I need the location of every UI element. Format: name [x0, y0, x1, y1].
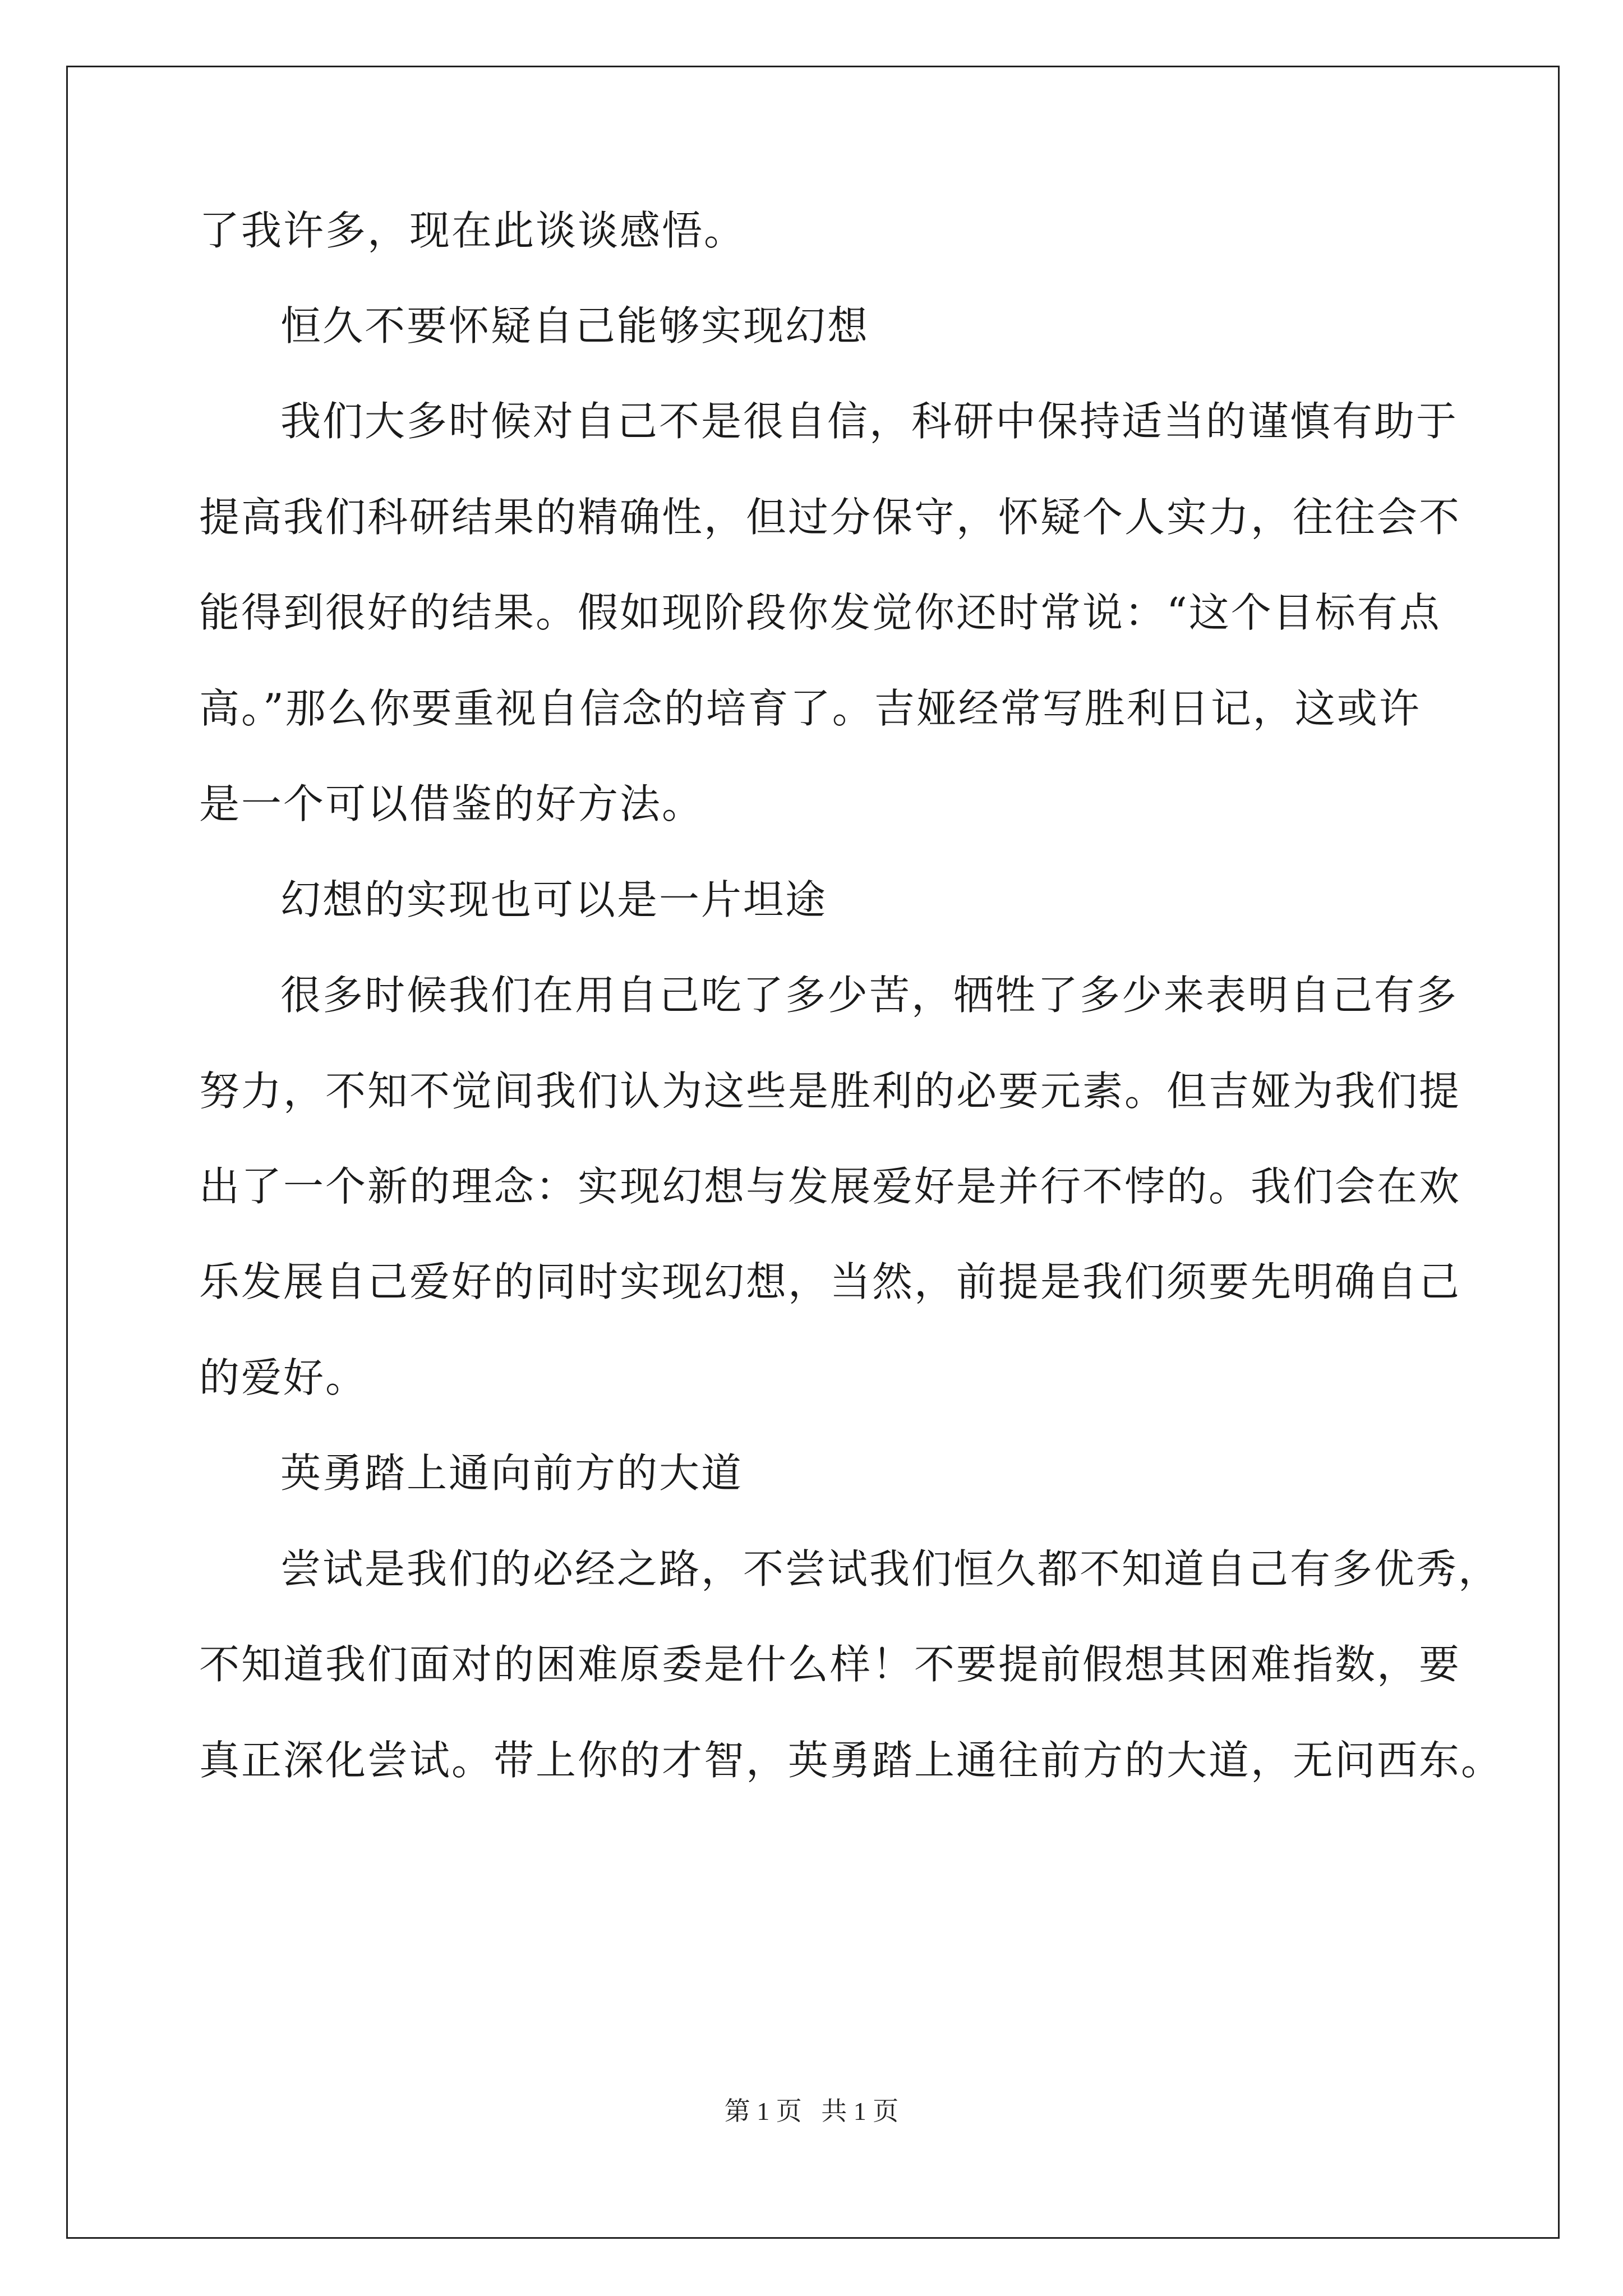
paragraph-line: 我们大多时候对自己不是很自信，科研中保持适当的谨慎有助于	[280, 398, 1459, 445]
page-footer	[0, 2091, 1623, 2128]
paragraph-line: 能得到很好的结果。假如现阶段你发觉你还时常说：“这个目标有点	[199, 589, 1441, 636]
section-heading: 幻想的实现也可以是一片坦途	[280, 876, 828, 923]
page-frame	[66, 66, 1560, 2239]
paragraph-line: 很多时候我们在用自己吃了多少苦，牺牲了多少来表明自己有多	[280, 972, 1459, 1019]
paragraph-line: 出了一个新的理念：实现幻想与发展爱好是并行不悖的。我们会在欢	[199, 1163, 1461, 1210]
paragraph-line: 高。”那么你要重视自信念的培育了。吉娅经常写胜利日记，这或许	[199, 685, 1421, 732]
paragraph-line: 了我许多，现在此谈谈感悟。	[199, 207, 746, 254]
paragraph-line: 的爱好。	[199, 1354, 368, 1401]
paragraph-line: 提高我们科研结果的精确性，但过分保守，怀疑个人实力，往往会不	[199, 494, 1461, 541]
paragraph-line: 乐发展自己爱好的同时实现幻想，当然，前提是我们须要先明确自己	[199, 1258, 1461, 1305]
paragraph-line: 努力，不知不觉间我们认为这些是胜利的必要元素。但吉娅为我们提	[199, 1068, 1461, 1115]
paragraph-line: 不知道我们面对的困难原委是什么样！不要提前假想其困难指数，要	[199, 1641, 1461, 1688]
section-heading: 英勇踏上通向前方的大道	[280, 1450, 744, 1497]
page-number-label: 第 1 页 共 1 页	[724, 2097, 899, 2125]
paragraph-line: 真正深化尝试。带上你的才智，英勇踏上通往前方的大道，无问西东。	[199, 1737, 1504, 1784]
paragraph-line: 尝试是我们的必经之路，不尝试我们恒久都不知道自己有多优秀，	[280, 1545, 1501, 1593]
section-heading: 恒久不要怀疑自己能够实现幻想	[280, 302, 870, 349]
paragraph-line: 是一个可以借鉴的好方法。	[199, 780, 704, 827]
